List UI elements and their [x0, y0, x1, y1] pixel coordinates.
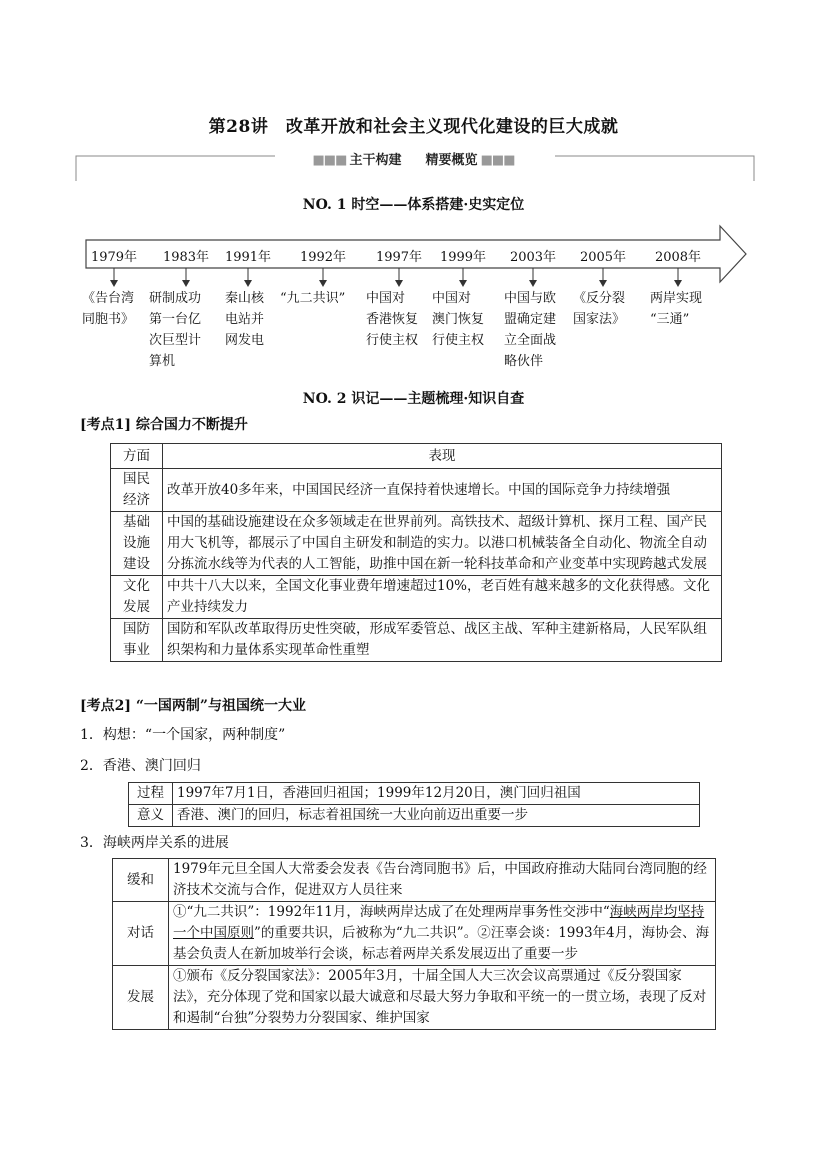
row-content: 1979年元旦全国人大常委会发表《告台湾同胞书》后，中国政府推动大陆同台湾同胞的经济技术交流与合作，促进双方人员往来	[169, 859, 716, 902]
timeline-year: 2008年	[654, 250, 702, 265]
timeline-event	[149, 288, 229, 372]
page-title: 第28讲 改革开放和社会主义现代化建设的巨大成就	[208, 117, 619, 137]
underlined-principle: 海峡两岸均坚持一个中国原则	[173, 904, 705, 941]
event-line: 行使主权	[366, 333, 419, 348]
event-line: 略伙伴	[504, 354, 544, 369]
event-line: 秦山核	[225, 291, 265, 306]
event-line: 中国对	[432, 291, 472, 306]
timeline-event	[573, 288, 653, 330]
timeline-year: 1999年	[439, 250, 487, 265]
event-line: 行使主权	[432, 333, 485, 348]
timeline-year: 2005年	[579, 250, 627, 265]
event-line: 立全面战	[504, 333, 557, 348]
event-line: “九二共识”	[280, 291, 346, 306]
timeline-event	[504, 288, 584, 372]
item-2: 2．香港、澳门回归	[80, 758, 201, 774]
row-label: 对话	[113, 902, 169, 966]
row-content: 中共十八大以来，全国文化事业费年增速超过10%，老百姓有越来越多的文化获得感。文化产业持续发力	[163, 576, 722, 619]
row-content: 中国的基础设施建设在众多领域走在世界前列。高铁技术、超级计算机、探月工程、国产民用大飞机等，都展示了中国自主研发和制造的实力。以港口机械装备全自动化、物流全自动分拣流水线等为代表的人工智能，助推中国在新一轮科技革命和产业变革中实现跨越式发展	[163, 512, 722, 576]
table-row	[129, 805, 700, 827]
row-label: 缓和	[113, 859, 169, 902]
timeline-year: 1997年	[375, 250, 423, 265]
event-line: 盟确定建	[504, 312, 557, 327]
event-line: 两岸实现	[650, 291, 703, 306]
kaodian-heading: [考点2] “一国两制”与祖国统一大业	[80, 698, 306, 714]
header-aspect: 方面	[111, 444, 163, 469]
banner-label: ■■■ 主干构建 精要概览 ■■■	[312, 153, 515, 168]
table-row	[111, 469, 722, 512]
event-line: 第一台亿	[149, 312, 202, 327]
timeline-year: 1979年	[90, 250, 138, 265]
return-table	[128, 782, 700, 827]
row-content: 改革开放40多年来，中国国民经济一直保持着快速增长。中国的国际竞争力持续增强	[163, 469, 722, 512]
row-content: 香港、澳门的回归，标志着祖国统一大业向前迈出重要一步	[173, 805, 700, 827]
row-label: 意义	[129, 805, 173, 827]
event-line: 《反分裂	[573, 291, 626, 306]
timeline-event	[432, 288, 512, 351]
event-line: 电站并	[225, 312, 265, 327]
section-title-timeline: NO. 1 时空——体系搭建·史实定位	[302, 197, 525, 213]
timeline-year: 1991年	[224, 250, 272, 265]
row-content: 国防和军队改革取得历史性突破，形成军委管总、战区主战、军种主建新格局，人民军队组织架构和力量体系实现革命性重塑	[163, 619, 722, 662]
table-row	[111, 512, 722, 576]
table-row	[111, 619, 722, 662]
event-line: 中国对	[366, 291, 406, 306]
event-line: 研制成功	[149, 291, 202, 306]
table-row	[113, 966, 716, 1030]
event-line: 算机	[149, 354, 176, 369]
cross-strait-table	[112, 858, 716, 1030]
row-label: 过程	[129, 783, 173, 805]
timeline-year: 1983年	[162, 250, 210, 265]
table-row	[129, 783, 700, 805]
timeline-year: 1992年	[299, 250, 347, 265]
table-header-row	[111, 444, 722, 469]
banner-right: 精要概览	[425, 153, 478, 168]
kaodian-heading: [考点1] 综合国力不断提升	[80, 417, 248, 433]
event-line: “三通”	[650, 312, 690, 327]
item-1: 1．构想：“一个国家，两种制度”	[80, 727, 286, 743]
row-content	[169, 902, 716, 966]
row-aspect: 基础 设施 建设	[111, 512, 163, 576]
event-line: 同胞书》	[82, 312, 135, 327]
event-line: 澳门恢复	[432, 312, 485, 327]
timeline-event	[280, 288, 370, 309]
row-content: 1997年7月1日，香港回归祖国；1999年12月20日，澳门回归祖国	[173, 783, 700, 805]
event-line: 次巨型计	[149, 333, 202, 348]
event-line: 中国与欧	[504, 291, 557, 306]
item-3: 3．海峡两岸关系的进展	[80, 835, 229, 851]
table-row	[111, 576, 722, 619]
national-strength-table	[110, 443, 722, 662]
event-line: 网发电	[225, 333, 265, 348]
table-row	[113, 859, 716, 902]
header-content: 表现	[163, 444, 722, 469]
timeline-year: 2003年	[509, 250, 557, 265]
event-line: 国家法》	[573, 312, 626, 327]
event-line: 香港恢复	[366, 312, 419, 327]
section-title-review: NO. 2 识记——主题梳理·知识自查	[302, 391, 525, 407]
row-aspect: 国防 事业	[111, 619, 163, 662]
content-part: ”的重要共识，后被称为“九二共识”。②汪辜会谈：1993年4月，海协会、海基会负责人在新加坡举行会谈，标志着两岸关系发展迈出了重要一步	[173, 925, 710, 962]
row-content: ①颁布《反分裂国家法》：2005年3月，十届全国人大三次会议高票通过《反分裂国家法》，充分体现了党和国家以最大诚意和尽最大努力争取和平统一的一贯立场，表现了反对和遏制“台独”分裂势力分裂国家、维护国家	[169, 966, 716, 1030]
table-row	[113, 902, 716, 966]
banner-left: 主干构建	[349, 153, 402, 168]
row-aspect: 国民 经济	[111, 469, 163, 512]
row-label: 发展	[113, 966, 169, 1030]
event-line: 《告台湾	[82, 291, 135, 306]
timeline-event	[650, 288, 730, 330]
content-part: ①“九二共识”：1992年11月，海峡两岸达成了在处理两岸事务性交涉中“	[173, 904, 610, 920]
row-aspect: 文化 发展	[111, 576, 163, 619]
